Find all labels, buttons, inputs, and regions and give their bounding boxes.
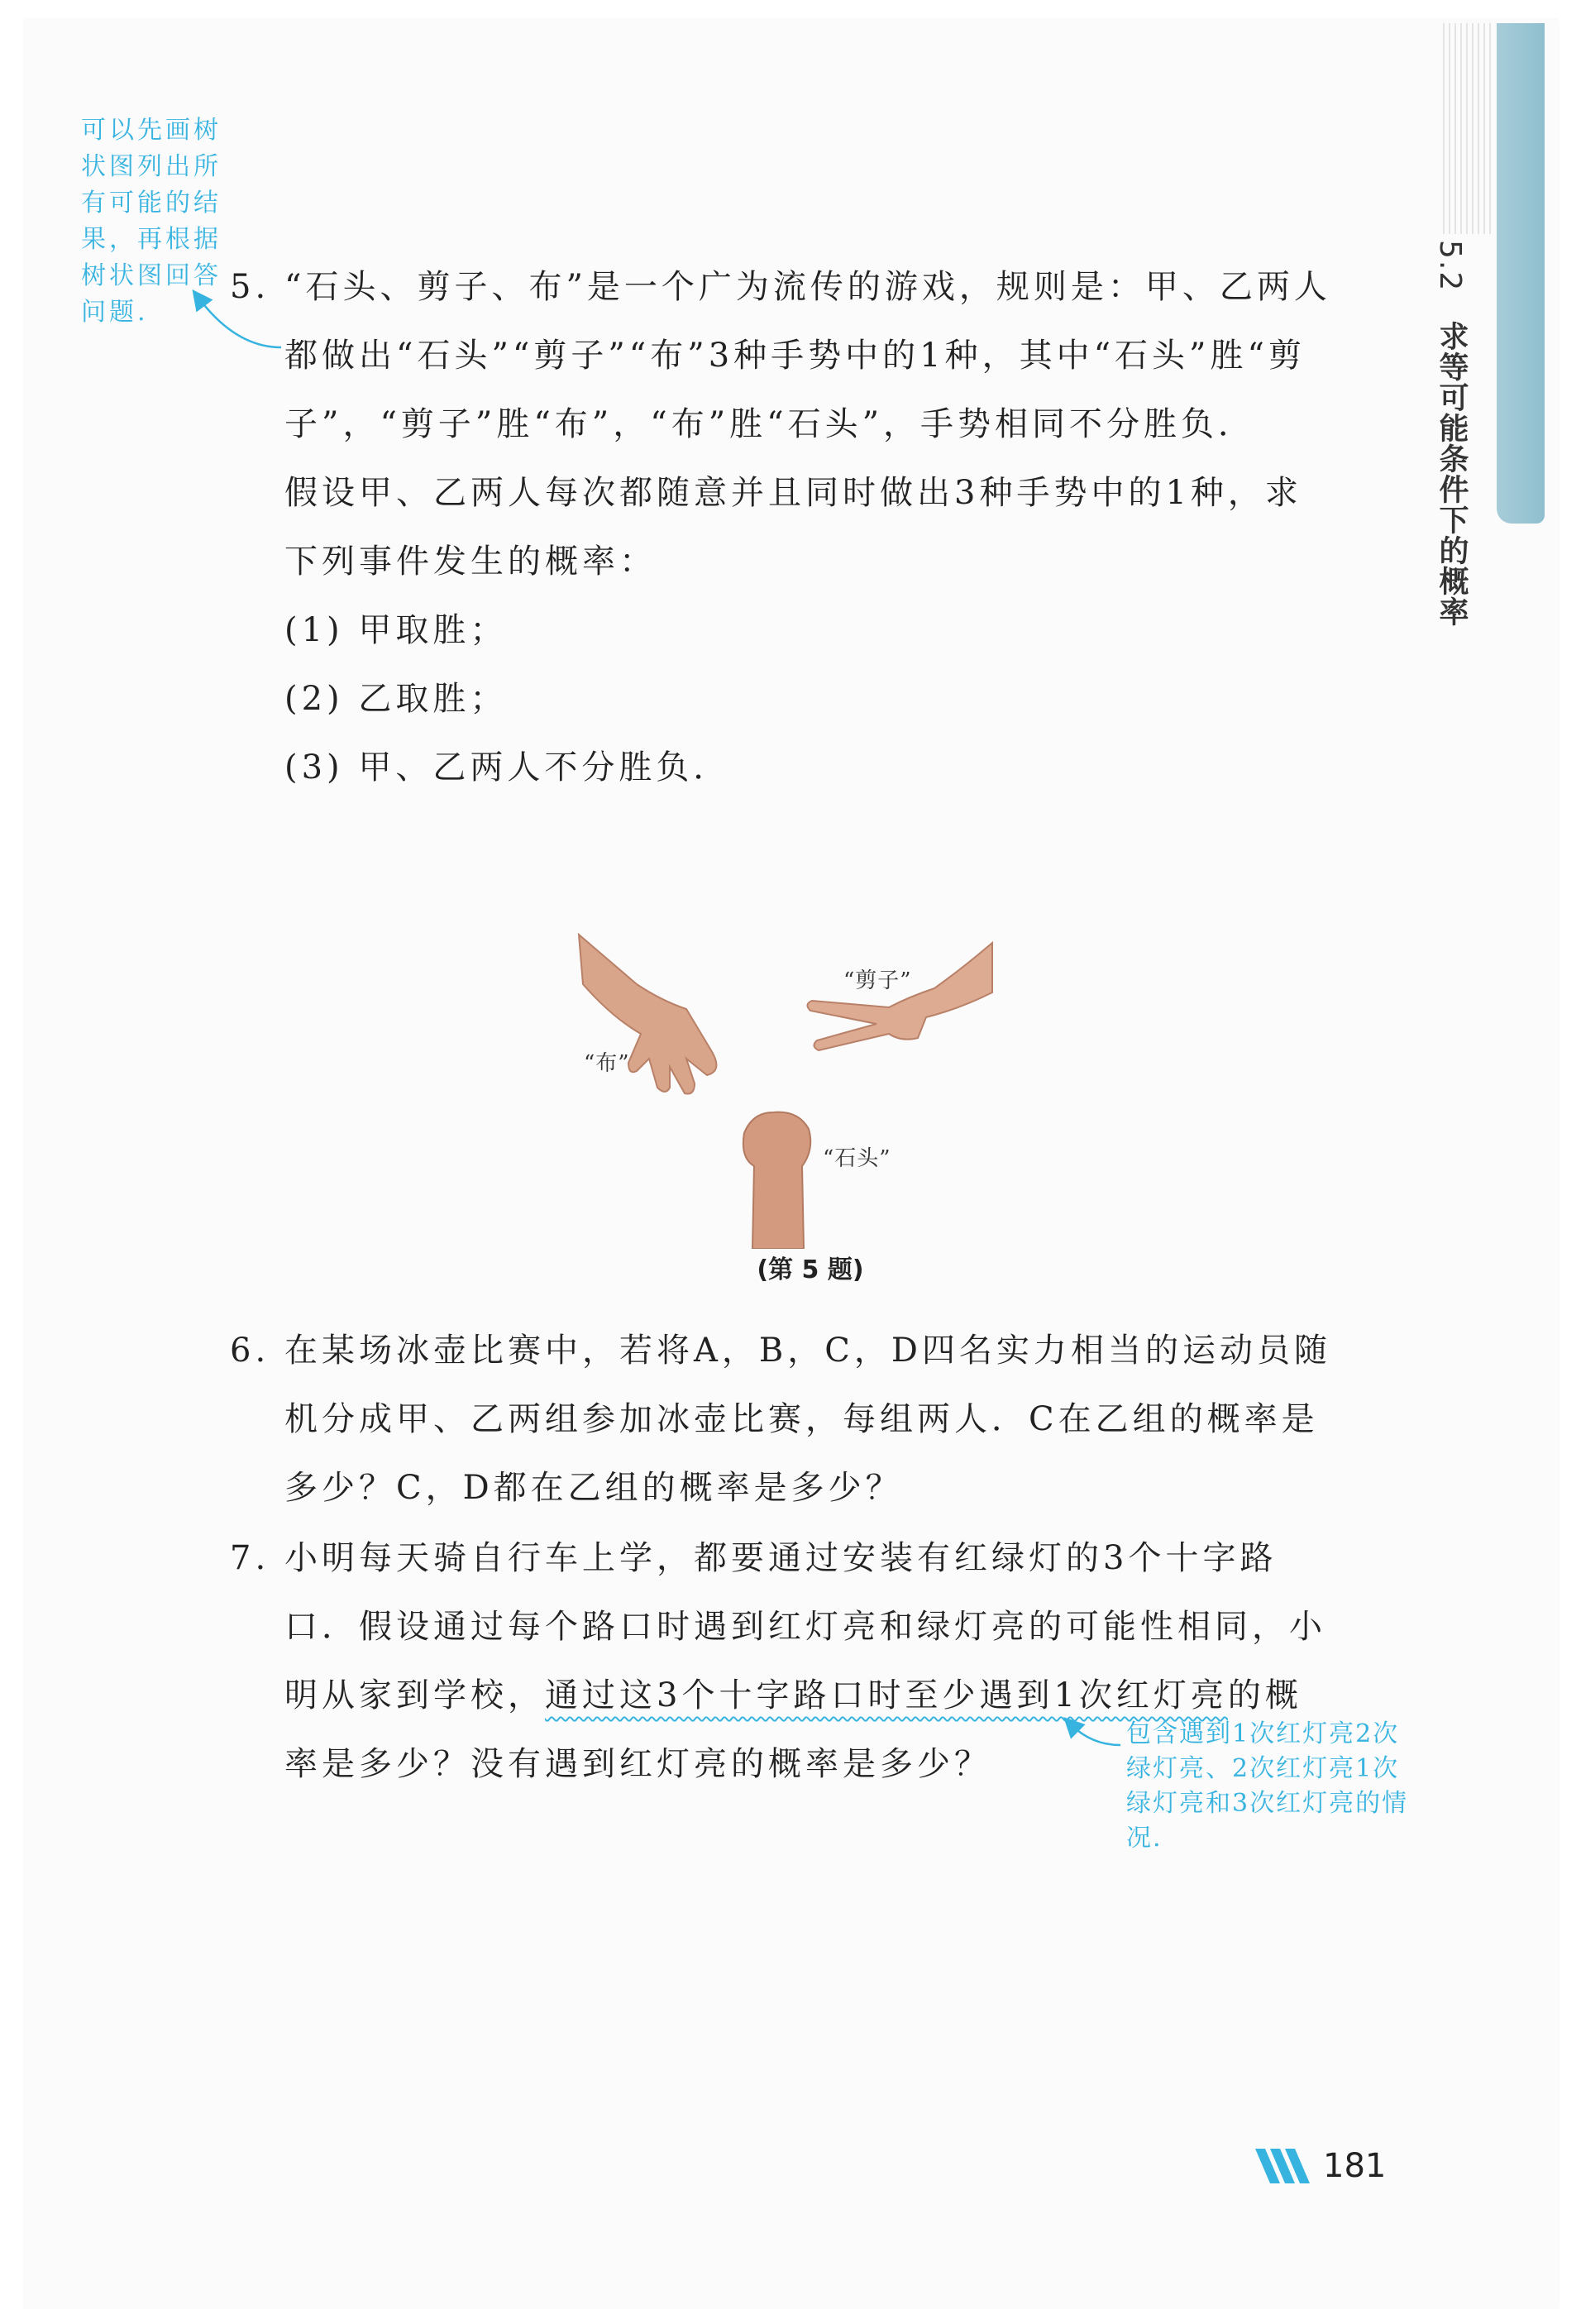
section-title: 求等可能条件下的概率	[1435, 321, 1469, 627]
underlined-phrase: 通过这3个十字路口时至少遇到1次红灯亮	[545, 1676, 1228, 1714]
problem-text: 在某场冰壶比赛中，若将A，B，C，D四名实力相当的运动员随机分成甲、乙两组参加冰壶比赛，每组两人．C在乙组的概率是多少？C，D都在乙组的概率是多少？	[284, 1332, 1331, 1507]
margin-note-right: 包含遇到1次红灯亮2次绿灯亮、2次红灯亮1次绿灯亮和3次红灯亮的情况.	[1126, 1719, 1409, 1853]
sub-question-1: (1) 甲取胜；	[284, 611, 508, 649]
label-jianzi: “剪子”	[843, 968, 912, 993]
problem-number: 6.	[230, 1332, 270, 1370]
label-shitou: “石头”	[823, 1146, 891, 1171]
edge-stripes	[1443, 23, 1493, 234]
sub-question-3: (3) 甲、乙两人不分胜负．	[284, 748, 731, 787]
problem-6	[230, 1317, 1338, 1523]
margin-note-left: 可以先画树状图列出所有可能的结果，再根据树状图回答问题.	[81, 116, 222, 327]
hand-gestures-figure	[562, 918, 1009, 1249]
problem-text: “石头、剪子、布”是一个广为流传的游戏，规则是：甲、乙两人都做出“石头”“剪子”“布”3种手势中的1种，其中“石头”胜“剪子”，“剪子”胜“布”，“布”胜“石头”，手势相同不分胜负．	[284, 268, 1331, 443]
text-before: 小明每天骑自行车上学，都要通过安装有红绿灯的3个十字路口．假设通过每个路口时遇到红灯亮和绿灯亮的可能性相同，小明从家到学校，	[284, 1539, 1326, 1714]
hand-illustration	[562, 918, 1009, 1249]
label-bu: “布”	[584, 1051, 630, 1076]
text-after: 的概率是多少？没有遇到红灯亮的概率是多少？	[284, 1676, 1302, 1783]
sub-question-2: (2) 乙取胜；	[284, 680, 508, 718]
scissors-hand-icon	[807, 943, 992, 1050]
page-number: 181	[1323, 2147, 1387, 2185]
problem-number: 7.	[230, 1539, 270, 1577]
rock-fist-icon	[743, 1112, 810, 1249]
problem-5	[230, 253, 1338, 802]
problem-number: 5.	[230, 268, 270, 306]
chapter-tab	[1497, 23, 1545, 524]
problem-question: 假设甲、乙两人每次都随意并且同时做出3种手势中的1种，求下列事件发生的概率：	[284, 474, 1302, 581]
figure-caption: (第 5 题)	[757, 1255, 864, 1284]
section-number: 5.2	[1433, 240, 1467, 293]
